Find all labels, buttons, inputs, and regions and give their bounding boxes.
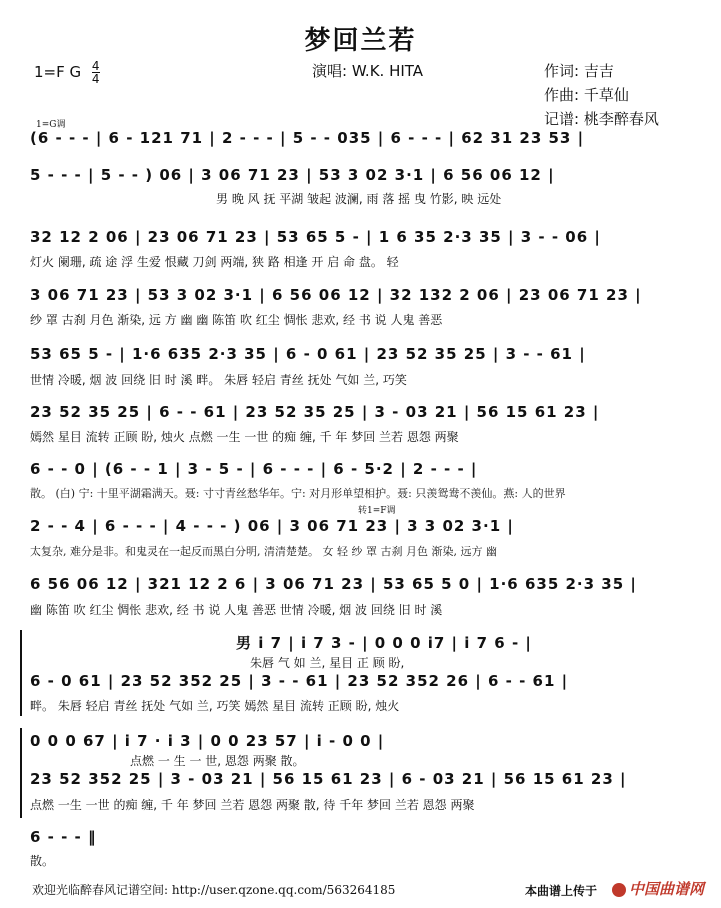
- row-2-notes: 5 - - - | 5 - - ) 06 | 3 06 71 23 | 53 3 02 3·1 | 6 56 06 12 |: [30, 166, 555, 184]
- key-label: 1=F G: [34, 63, 82, 81]
- lyricist-credit: 作词: 吉吉: [544, 62, 614, 80]
- system-bracket-2: [20, 728, 22, 818]
- site-logo-text: 中国曲谱网: [629, 880, 705, 898]
- row-12-notes: 0 0 0 67 | i 7 · i 3 | 0 0 23 57 | i - 0 0 |: [30, 732, 385, 750]
- row-13-lyrics: 点燃 一生 一世 的痴 缠, 千 年 梦回 兰若 恩怨 两聚 散, 待 千年 梦回 兰若 恩怨 两聚: [30, 798, 475, 812]
- singer-credit: 演唱: W.K. HITA: [312, 62, 424, 80]
- time-bottom: 4: [91, 72, 100, 86]
- upload-note: 本曲谱上传于: [525, 884, 598, 898]
- row-13-notes: 23 52 352 25 | 3 - 03 21 | 56 15 61 23 | 6 - 03 21 | 56 15 61 23 |: [30, 770, 627, 788]
- row-3-notes: 32 12 2 06 | 23 06 71 23 | 53 65 5 - | 1 6 35 2·3 35 | 3 - - 06 |: [30, 228, 601, 246]
- row-6-notes: 23 52 35 25 | 6 - - 61 | 23 52 35 25 | 3 - 03 21 | 56 15 61 23 |: [30, 403, 600, 421]
- row-8-lyrics: 太复杂, 难分是非。和鬼灵在一起反而黑白分明, 清清楚楚。 女 轻 纱 罩 古刹 月色 渐染, 远方 幽: [30, 545, 497, 558]
- key-signature: [34, 60, 100, 85]
- row-8-notes: 2 - - 4 | 6 - - - | 4 - - - ) 06 | 3 06 71 23 | 3 3 02 3·1 |: [30, 517, 514, 535]
- row-14-notes: 6 - - - ‖: [30, 828, 97, 846]
- time-top: 4: [91, 59, 100, 73]
- row-7-spoken: 散。 (白) 宁: 十里平湖霜满天。聂: 寸寸青丝愁华年。宁: 对月形单望相护。聂: 只羡鸳鸯不羡仙。燕: 人的世界: [30, 487, 566, 500]
- song-title: 梦回兰若: [304, 26, 417, 56]
- row-6-lyrics: 嫣然 星目 流转 正顾 盼, 烛火 点燃 一生 一世 的痴 缠, 千 年 梦回 兰若 恩怨 两聚: [30, 430, 459, 444]
- row-5-notes: 53 65 5 - | 1·6 635 2·3 35 | 6 - 0 61 | 23 52 35 25 | 3 - - 61 |: [30, 345, 586, 363]
- transcriber-credit: 记谱: 桃李醉春风: [544, 110, 659, 128]
- row-7-notes: 6 - - 0 | (6 - - 1 | 3 - 5 - | 6 - - - | 6 - 5·2 | 2 - - - |: [30, 460, 478, 478]
- composer-credit: 作曲: 千草仙: [544, 86, 629, 104]
- row-10-notes: 男 i 7 | i 7 3 - | 0 0 0 i7 | i 7 6 - |: [236, 634, 532, 652]
- row-1-label: 1=G调: [36, 120, 66, 130]
- row-10-lyrics: 朱唇 气 如 兰, 星目 正 顾 盼,: [250, 656, 405, 670]
- row-12-lyrics: 点燃 一 生 一 世, 恩怨 两聚 散。: [130, 754, 305, 768]
- row-8-label: 转1=F调: [358, 506, 396, 516]
- time-signature: [92, 60, 100, 85]
- row-2-lyrics: 男 晚 风 抚 平湖 皱起 波澜, 雨 落 摇 曳 竹影, 映 远处: [216, 192, 502, 206]
- welcome-footer: 欢迎光临醉春风记谱空间: http://user.qzone.qq.com/563264185: [32, 883, 396, 897]
- row-9-notes: 6 56 06 12 | 321 12 2 6 | 3 06 71 23 | 53 65 5 0 | 1·6 635 2·3 35 |: [30, 575, 637, 593]
- row-1-notes: (6 - - - | 6 - 121 71 | 2 - - - | 5 - - 035 | 6 - - - | 62 31 23 53 |: [30, 129, 585, 147]
- site-logo: [612, 878, 704, 899]
- row-11-lyrics: 畔。 朱唇 轻启 青丝 抚处 气如 兰, 巧笑 嫣然 星目 流转 正顾 盼, 烛火: [30, 699, 400, 713]
- system-bracket: [20, 630, 22, 716]
- row-9-lyrics: 幽 陈笛 吹 红尘 惆怅 悲欢, 经 书 说 人鬼 善恶 世情 冷暖, 烟 波 回绕 旧 时 溪: [30, 603, 443, 617]
- row-5-lyrics: 世情 冷暖, 烟 波 回绕 旧 时 溪 畔。 朱唇 轻启 青丝 抚处 气如 兰, 巧笑: [30, 373, 407, 387]
- row-3-lyrics: 灯火 阑珊, 疏 途 浮 生爱 恨藏 刀剑 两端, 狭 路 相逢 开 启 命 盘。 轻: [30, 255, 399, 269]
- row-4-lyrics: 纱 罩 古刹 月色 渐染, 远 方 幽 幽 陈笛 吹 红尘 惆怅 悲欢, 经 书 说 人鬼 善恶: [30, 313, 443, 327]
- row-4-notes: 3 06 71 23 | 53 3 02 3·1 | 6 56 06 12 | 32 132 2 06 | 23 06 71 23 |: [30, 286, 642, 304]
- row-11-notes: 6 - 0 61 | 23 52 352 25 | 3 - - 61 | 23 52 352 26 | 6 - - 61 |: [30, 672, 569, 690]
- row-14-lyrics: 散。: [30, 854, 55, 868]
- site-logo-icon: [612, 883, 626, 897]
